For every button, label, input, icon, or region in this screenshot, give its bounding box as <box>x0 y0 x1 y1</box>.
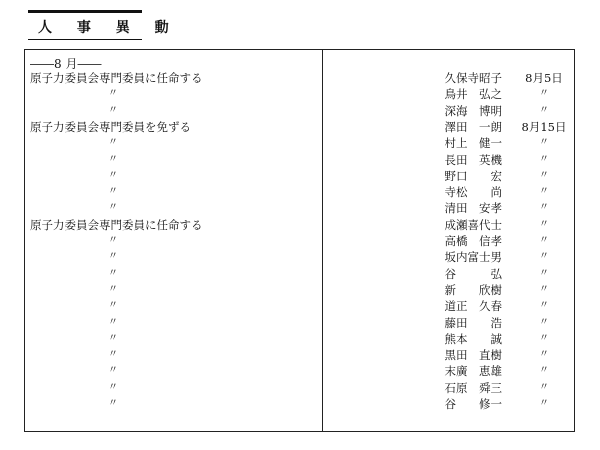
date-cell: 〃 <box>539 398 549 409</box>
name-cell: 野口 宏 <box>444 168 502 183</box>
date-cell: 〃 <box>539 104 549 116</box>
table-row <box>0 200 600 216</box>
date-cell: 〃 <box>539 88 549 100</box>
action-cell: 〃 <box>108 169 118 181</box>
date-cell: 8月15日 <box>521 119 567 134</box>
action-cell: 〃 <box>108 349 118 361</box>
table-row <box>0 184 600 200</box>
name-cell: 澤田 一朗 <box>444 119 502 134</box>
action-cell: 〃 <box>108 137 118 149</box>
name-cell: 谷 弘 <box>444 266 502 281</box>
name-cell: 末廣 恵雄 <box>444 364 502 379</box>
name-cell: 藤田 浩 <box>444 315 502 330</box>
date-cell: 〃 <box>539 137 549 149</box>
table-row <box>0 168 600 184</box>
action-cell: 〃 <box>108 235 118 246</box>
name-cell: 久保寺昭子 <box>444 71 502 85</box>
action-cell: 〃 <box>108 104 118 116</box>
table-row <box>0 298 600 314</box>
date-cell: 〃 <box>539 186 549 198</box>
action-cell: 原子力委員会専門委員に任命する <box>30 217 203 232</box>
name-cell: 清田 安孝 <box>444 201 502 216</box>
name-cell: 熊本 誠 <box>444 331 502 346</box>
action-cell: 〃 <box>108 202 118 214</box>
action-cell: 〃 <box>108 283 118 295</box>
name-cell: 成瀬喜代士 <box>444 217 502 232</box>
name-cell: 谷 修一 <box>444 397 502 411</box>
date-cell: 〃 <box>539 349 549 361</box>
action-cell: 〃 <box>108 365 118 377</box>
table-row <box>0 217 600 233</box>
table-row <box>0 282 600 298</box>
action-cell: 〃 <box>108 300 118 312</box>
table-row <box>0 331 600 347</box>
action-cell: 原子力委員会専門委員に任命する <box>30 71 203 85</box>
action-cell: 〃 <box>108 316 118 328</box>
name-cell: 新 欣樹 <box>444 282 502 297</box>
name-cell: 深海 博明 <box>444 103 502 118</box>
name-cell: 寺松 尚 <box>444 185 502 200</box>
date-cell: 〃 <box>539 169 549 181</box>
date-cell: 〃 <box>539 381 549 393</box>
table-row <box>0 266 600 282</box>
date-cell: 〃 <box>539 251 549 263</box>
action-cell: 〃 <box>108 332 118 344</box>
date-cell: 〃 <box>539 267 549 279</box>
name-cell: 鳥井 弘之 <box>444 87 502 102</box>
page-title-block <box>28 10 179 40</box>
table-row <box>0 70 600 86</box>
date-cell: 〃 <box>539 153 549 165</box>
table-row <box>0 233 600 249</box>
page-title: 人 事 異 動 <box>38 20 179 36</box>
title-bottom-rule <box>28 39 142 40</box>
table-row <box>0 152 600 168</box>
table-row <box>0 380 600 396</box>
action-cell: 〃 <box>108 381 118 393</box>
date-cell: 〃 <box>539 235 549 246</box>
table-row <box>0 315 600 331</box>
action-cell: 〃 <box>108 88 118 100</box>
action-cell: 〃 <box>108 267 118 279</box>
date-cell: 〃 <box>539 300 549 312</box>
date-cell: 〃 <box>539 365 549 377</box>
table-row <box>0 396 600 412</box>
table-row <box>0 86 600 102</box>
action-cell: 〃 <box>108 251 118 263</box>
action-cell: 〃 <box>108 153 118 165</box>
date-cell: 〃 <box>539 202 549 214</box>
table-row <box>0 363 600 379</box>
name-cell: 石原 舜三 <box>444 380 502 395</box>
name-cell: 坂内富士男 <box>444 250 502 265</box>
table-row <box>0 249 600 265</box>
name-cell: 高橋 信孝 <box>444 234 502 248</box>
name-cell: 黒田 直樹 <box>444 348 502 363</box>
action-cell: 〃 <box>108 398 118 409</box>
name-cell: 長田 英機 <box>444 152 502 167</box>
table-row <box>0 119 600 135</box>
name-cell: 村上 健一 <box>444 136 502 151</box>
month-heading: ――8 月―― <box>30 57 102 71</box>
table-row <box>0 103 600 119</box>
action-cell: 原子力委員会専門委員を免ずる <box>30 119 191 134</box>
date-cell: 〃 <box>539 218 549 230</box>
table-row <box>0 135 600 151</box>
date-cell: 〃 <box>539 332 549 344</box>
action-cell: 〃 <box>108 186 118 198</box>
name-cell: 道正 久春 <box>444 299 502 314</box>
table-row <box>0 347 600 363</box>
date-cell: 8月5日 <box>525 71 563 85</box>
date-cell: 〃 <box>539 316 549 328</box>
date-cell: 〃 <box>539 283 549 295</box>
